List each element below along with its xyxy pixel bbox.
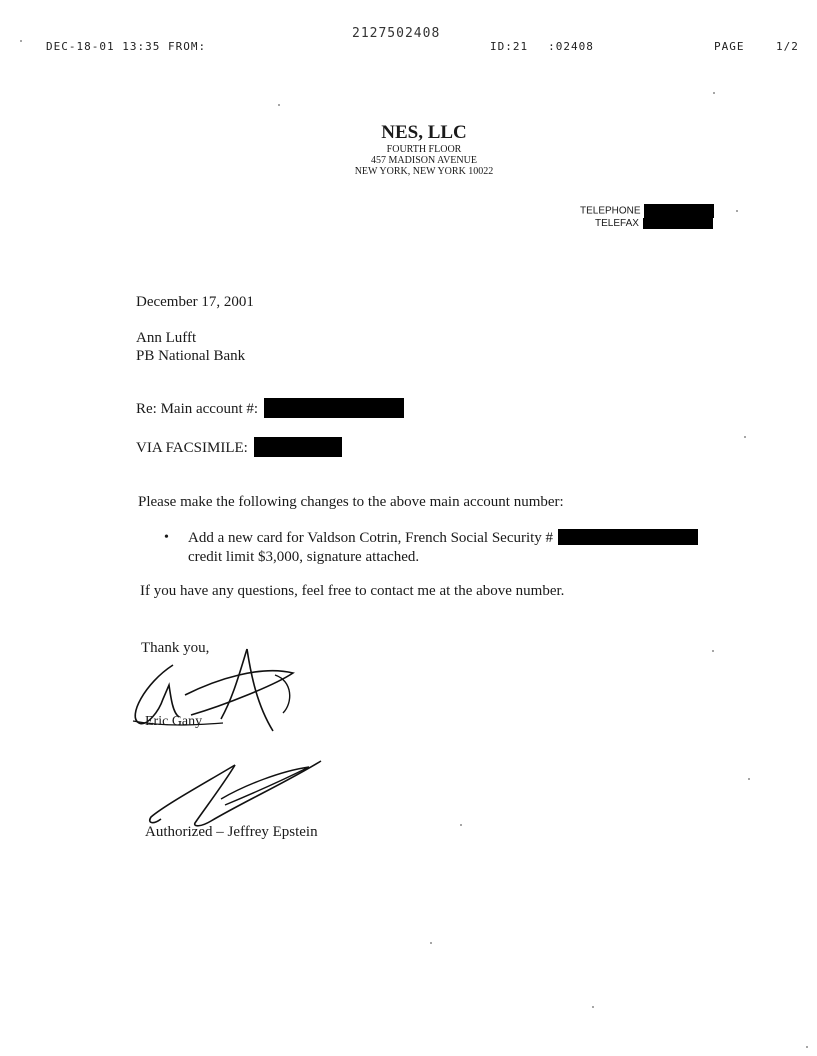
bullet-line-2: credit limit $3,000, signature attached. [188,549,420,565]
telefax-redaction [643,218,713,229]
fax-page-number: 1/2 [776,40,799,53]
fax-number-redaction [254,437,342,457]
closing-paragraph: If you have any questions, feel free to contact me at the above number. [140,583,565,599]
recipient-org: PB National Bank [136,348,246,364]
bullet-line-1 [188,530,698,547]
telephone-label: TELEPHONE [580,205,641,217]
fax-page-label: PAGE [714,40,745,53]
account-number-redaction [264,398,404,418]
thanks-line: Thank you, [141,640,210,656]
scan-speck [806,1046,808,1048]
re-line [136,401,404,418]
via-label: VIA FACSIMILE: [136,440,248,456]
telefax-label: TELEFAX [595,218,639,230]
bullet-text-1: Add a new card for Valdson Cotrin, French Social Security # [188,530,554,546]
telefax-line [595,218,713,229]
ssn-redaction [558,529,698,545]
address-floor: FOURTH FLOOR [386,144,462,155]
scan-speck [430,942,432,944]
company-name: NES, LLC [381,122,467,143]
scan-speck [713,92,715,94]
letter-date: December 17, 2001 [136,294,254,310]
scan-speck [736,210,738,212]
fax-id-tail: :02408 [548,40,594,53]
authorizer-signature [145,755,345,835]
telephone-redaction [644,204,714,218]
bullet-point: • [164,530,169,545]
address-street: 457 MADISON AVENUE [371,155,477,166]
recipient-name: Ann Lufft [136,330,197,346]
scan-speck [748,778,750,780]
scan-speck [460,824,462,826]
authorized-line: Authorized – Jeffrey Epstein [145,824,318,840]
scan-speck [712,650,714,652]
fax-id-prefix: ID:21 [490,40,529,53]
scan-speck [592,1006,594,1008]
scan-speck [278,104,280,106]
fax-top-number: 2127502408 [352,26,441,41]
telephone-line [580,204,714,218]
address-city: NEW YORK, NEW YORK 10022 [354,166,494,177]
scan-speck [20,40,22,42]
intro-paragraph: Please make the following changes to the above main account number: [138,494,564,510]
signer-name: Eric Gany [145,714,203,729]
via-line [136,440,342,457]
re-label: Re: Main account #: [136,401,259,417]
fax-date-from: DEC-18-01 13:35 FROM: [46,40,207,53]
fax-id [490,40,594,53]
scan-speck [744,436,746,438]
